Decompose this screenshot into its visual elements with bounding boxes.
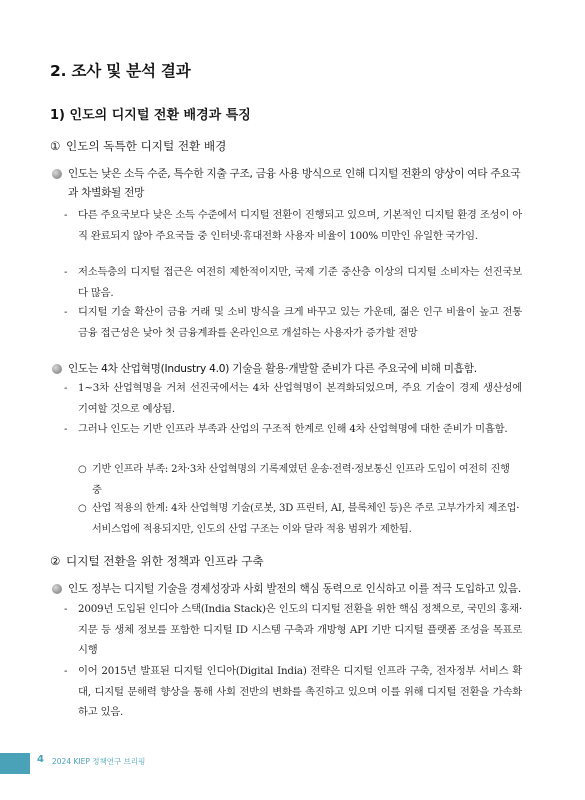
bullet-point [52,360,530,379]
dash-text: 다른 주요국보다 낮은 소득 수준에서 디지털 전환이 진행되고 있으며, 기본적인 디지털 환경 조성이 아직 완료되지 않아 주요국들 중 인터넷·휴대전화 사용자 비율이 100% 미만인 유일한 국가임. [78,209,522,242]
dash-item [64,205,522,246]
bullet-text: 인도는 4차 산업혁명(Industry 4.0) 기술을 활용·개발할 준비가 다른 주요국에 비해 미흡함. [68,363,477,375]
page-number: 4 [37,754,44,765]
bullet-text: 인도는 낮은 소득 수준, 특수한 지출 구조, 금융 사용 방식으로 인해 디지털 전환의 양상이 여타 주요국과 차별화될 전망 [68,168,521,199]
circle-subitem-text: 산업 적용의 한계: 4차 산업혁명 기술(로봇, 3D 프린터, AI, 블록체인 등)은 주로 고부가가치 제조업·서비스업에 적용되지만, 인도의 산업 구조는 이와 달라 적용 범위가 제한됨. [92,503,520,535]
dash-item [64,661,522,723]
circle-subitem [78,499,520,540]
bullet-text: 인도 정부는 디지털 기술을 경제성장과 사회 발전의 핵심 동력으로 인식하고 이를 적극 도입하고 있음. [68,583,521,595]
dash-item [64,599,522,661]
dash-item [64,302,522,343]
bullet-dot-icon [52,364,62,374]
dash-marker: - [64,382,68,394]
dash-marker: - [64,665,68,677]
section-title: 2. 조사 및 분석 결과 [50,62,191,80]
circle-marker: ○ [78,464,87,475]
bullet-dot-icon [52,169,62,179]
footer-title: 2024 KIEP 정책연구 브리핑 [52,757,146,766]
subsection-title: 1) 인도의 디지털 전환 배경과 특징 [50,108,251,123]
part2-number: ② [50,554,61,568]
circle-subitem [78,460,520,501]
bullet-point [52,165,530,202]
dash-text: 2009년 도입된 인디아 스택(India Stack)은 인도의 디지털 전환을 위한 핵심 정책으로, 국민의 홍채·지문 등 생체 정보를 포함한 디지털 ID 시스템 구축과 개방형 API 기반 디지털 플랫폼 조성을 목표로 시행 [78,603,522,656]
dash-marker: - [64,603,68,615]
bullet-point [52,580,530,599]
part1-number: ① [50,139,61,153]
dash-text: 그러나 인도는 기반 인프라 부족과 산업의 구조적 한계로 인해 4차 산업혁명에 대한 준비가 미흡함. [78,423,508,435]
dash-text: 이어 2015년 발표된 디지털 인디아(Digital India) 전략은 디지털 인프라 구축, 전자정부 서비스 확대, 디지털 문해력 향상을 통해 사회 전반의 변화를 촉진하고 있으며 이를 위해 디지털 전환을 가속화하고 있음. [78,665,522,718]
dash-item [64,262,522,303]
dash-text: 저소득층의 디지털 접근은 여전히 제한적이지만, 국제 기준 중산층 이상의 디지털 소비자는 선진국보다 많음. [78,266,522,299]
part2-title: 디지털 전환을 위한 정책과 인프라 구축 [66,554,264,568]
dash-marker: - [64,423,68,435]
dash-text: 디지털 기술 확산이 금융 거래 및 소비 방식을 크게 바꾸고 있는 가운데, 젊은 인구 비율이 높고 전통 금융 접근성은 낮아 첫 금융계좌를 온라인으로 개설하는 사용자가 증가할 전망 [78,306,522,339]
footer-accent-bar [0,753,30,774]
part2-heading [50,553,264,569]
dash-item [64,378,522,419]
dash-marker: - [64,306,68,318]
part1-heading [50,138,226,154]
dash-item [64,419,522,440]
dash-marker: - [64,266,68,278]
circle-subitem-text: 기반 인프라 부족: 2차·3차 산업혁명의 기록제였던 운송·전력·정보통신 인프라 도입이 여전히 진행 중 [92,464,510,496]
dash-marker: - [64,209,68,221]
dash-text: 1~3차 산업혁명을 거쳐 선진국에서는 4차 산업혁명이 본격화되었으며, 주요 기술이 경제 생산성에 기여할 것으로 예상됨. [78,382,522,415]
circle-marker: ○ [78,503,87,514]
bullet-dot-icon [52,584,62,594]
part1-title: 인도의 독특한 디지털 전환 배경 [66,139,227,153]
